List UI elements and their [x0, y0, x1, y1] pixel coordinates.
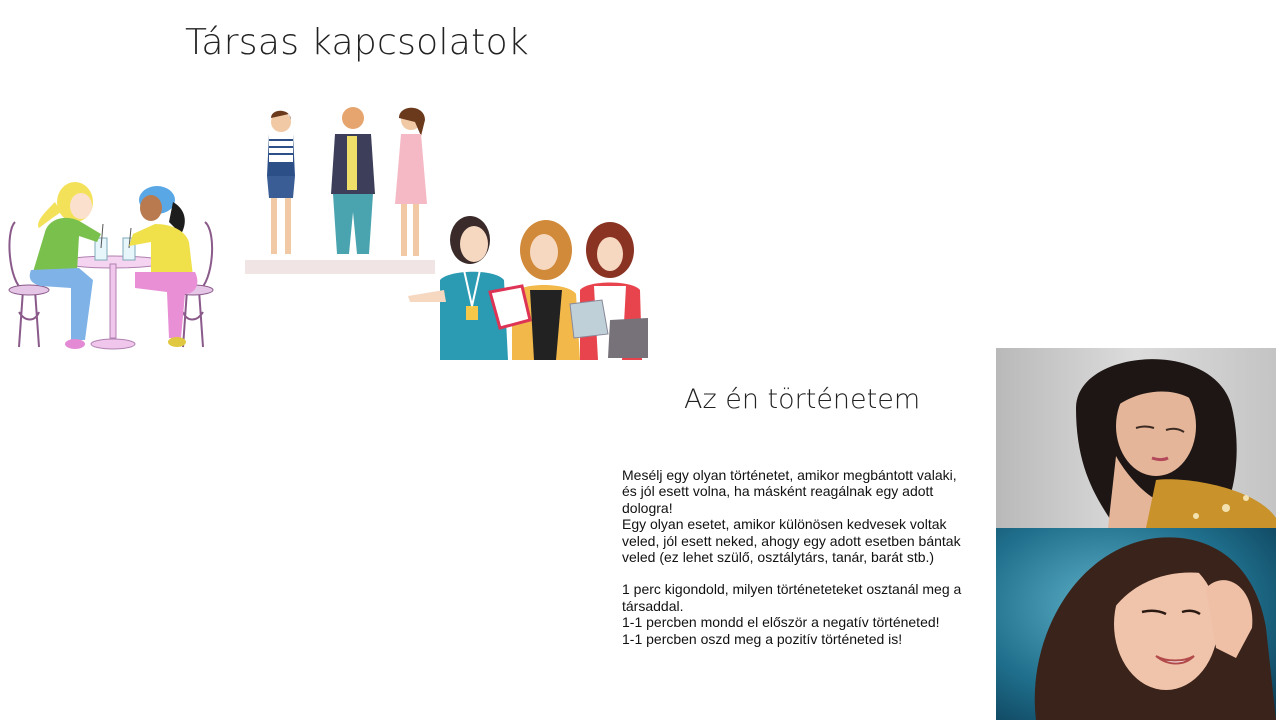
- paragraph-1: Mesélj egy olyan történetet, amikor megbántott valaki, és jól esett volna, ha másként reagálnak egy adott dologra!: [622, 467, 957, 516]
- smiling-woman-photo: [996, 528, 1276, 720]
- slide-title: Társas kapcsolatok: [185, 22, 530, 63]
- paragraph-4: 1-1 percben mondd el először a negatív történeted!: [622, 614, 940, 631]
- paragraph-3: 1 perc kigondold, milyen történeteteket osztanál meg a társaddal.: [622, 581, 962, 614]
- cafe-girls-illustration: [5, 172, 217, 354]
- paragraph-5: 1-1 percben oszd meg a pozitív történeted is!: [622, 630, 903, 647]
- paragraph-2: Egy olyan esetet, amikor különösen kedvesek voltak veled, jól esett neked, ahogy egy adott esetben bántak veled (ez lehet szülő, osztálytárs, tanár, barát stb.): [622, 516, 961, 566]
- section-subtitle: Az én történetem: [684, 384, 921, 415]
- paragraph-gap: [622, 565, 972, 581]
- three-women-illustration: [404, 210, 650, 360]
- instructions-text: [622, 467, 972, 647]
- sad-woman-photo: [996, 348, 1276, 528]
